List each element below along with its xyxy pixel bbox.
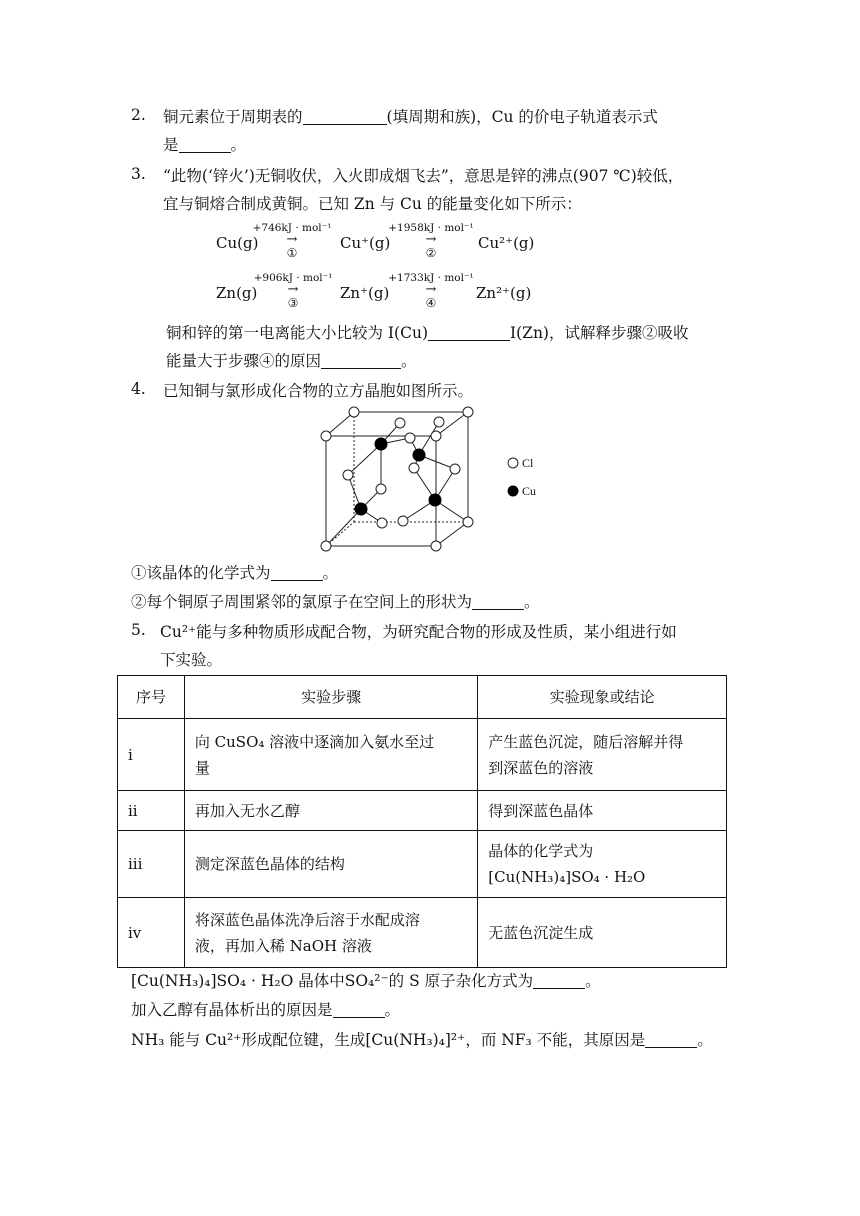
cu-step-1	[252, 222, 332, 260]
q3-number: 3.	[131, 165, 146, 183]
crystal-cell-diagram	[315, 402, 485, 554]
cell-line: 晶体的化学式为	[488, 842, 594, 860]
cell-line: 得到深蓝色晶体	[488, 801, 594, 820]
table-cell-step	[184, 898, 477, 968]
q3-blank-reason	[321, 352, 401, 369]
cu-step-label-2: ②	[425, 246, 437, 260]
q3-line1: “此物(‘锌火’)无铜收伏，入火即成烟飞去”，意思是锌的沸点(907 ℃)较低，	[163, 167, 684, 185]
q2-text-c: 是	[163, 136, 179, 154]
q5-blank-hybrid	[533, 972, 585, 989]
q3-blank-compare	[428, 324, 510, 341]
table-cell-idx: ii	[118, 791, 185, 831]
cell-line: 向 CuSO₄ 溶液中逐滴加入氨水至过	[194, 732, 435, 751]
zn-step-4	[387, 272, 475, 310]
q3-ask-line2	[166, 350, 417, 372]
arrow-icon: →	[287, 282, 299, 297]
zn-species-2: Zn²⁺(g)	[476, 284, 532, 302]
q4-number: 4.	[131, 380, 146, 398]
cell-line: 将深蓝色晶体洗净后溶于水配成溶	[194, 910, 420, 929]
q3-period: 。	[401, 352, 417, 370]
cu-energy-1: +746kJ · mol⁻¹	[252, 222, 332, 234]
q5-period: 。	[697, 1031, 713, 1049]
q4-blank-shape	[472, 593, 524, 610]
table-cell-result	[478, 898, 727, 968]
cell-line: 无蓝色沉淀生成	[488, 923, 594, 942]
zn-energy-1: +906kJ · mol⁻¹	[253, 272, 333, 284]
cu-species-2: Cu²⁺(g)	[478, 234, 535, 252]
q5-line1: Cu²⁺能与多种物质形成配合物，为研究配合物的形成及性质，某小组进行如	[160, 623, 677, 641]
cell-line: 再加入无水乙醇	[194, 801, 300, 820]
cu-energy-2: +1958kJ · mol⁻¹	[388, 222, 474, 234]
q3-ask-text-a: 铜和锌的第一电离能大小比较为 I(Cu)	[166, 324, 428, 342]
legend-cu-label: Cu	[522, 484, 537, 498]
table-row	[118, 791, 727, 831]
table-cell-idx: i	[118, 719, 185, 791]
legend-cl	[507, 456, 533, 471]
cell-line: 测定深蓝色晶体的结构	[194, 855, 345, 873]
table-header: 实验步骤	[184, 676, 477, 719]
table-cell-idx: iv	[118, 898, 185, 968]
cell-line: [Cu(NH₃)₄]SO₄ · H₂O	[488, 868, 646, 886]
cu-step-label-1: ①	[286, 246, 298, 260]
zn-step-3	[253, 272, 333, 310]
q2-number: 2.	[131, 106, 146, 124]
q5-after1	[131, 970, 601, 992]
q5-blank-nf3	[645, 1031, 697, 1048]
cu-step-2	[387, 222, 475, 260]
q3-ask-line1	[166, 322, 688, 344]
cell-line: 量	[194, 758, 210, 777]
arrow-icon: →	[286, 232, 298, 247]
zn-species-1: Zn⁺(g)	[340, 284, 390, 302]
cell-line: 到深蓝色的溶液	[488, 758, 594, 777]
cu-species-1: Cu⁺(g)	[340, 234, 391, 252]
cell-line: 产生蓝色沉淀，随后溶解并得	[488, 732, 684, 751]
q4-sub2-text: ②每个铜原子周围紧邻的氯原子在空间上的形状为	[131, 593, 473, 611]
zn-step-label-4: ④	[425, 296, 437, 310]
q3-line2: 宜与铜熔合制成黄铜。已知 Zn 与 Cu 的能量变化如下所示：	[163, 195, 582, 213]
table-row	[118, 719, 727, 791]
q3-ask-text-b: I(Zn)，试解释步骤②吸收	[510, 324, 689, 342]
table-cell-result	[478, 719, 727, 791]
q2-text-a: 铜元素位于周期表的	[163, 108, 303, 126]
filled-circle-icon	[507, 485, 519, 497]
q4-sub1-text: ①该晶体的化学式为	[131, 564, 271, 582]
q2-line1	[163, 106, 658, 128]
zn-energy-2: +1733kJ · mol⁻¹	[388, 272, 474, 284]
cu-species-0: Cu(g)	[216, 234, 259, 252]
q5-after2	[131, 999, 400, 1021]
q5-line2: 下实验。	[160, 651, 223, 669]
table-cell-step	[184, 791, 477, 831]
q3-ask-text-c: 能量大于步骤④的原因	[166, 352, 322, 370]
q2-blank-period-group	[303, 108, 387, 125]
table-cell-idx: iii	[118, 831, 185, 898]
table-row	[118, 898, 727, 968]
q5-after3-text: NH₃ 能与 Cu²⁺形成配位键，生成[Cu(NH₃)₄]²⁺，而 NF₃ 不能，其原因是	[131, 1031, 646, 1049]
table-cell-result	[478, 791, 727, 831]
experiment-table	[117, 675, 727, 968]
q2-blank-orbital	[179, 136, 231, 153]
cell-line: 液，再加入稀 NaOH 溶液	[194, 936, 372, 955]
table-cell-step	[184, 831, 477, 898]
legend-cu	[507, 484, 536, 499]
q5-period: 。	[585, 972, 601, 990]
q4-line1: 已知铜与氯形成化合物的立方晶胞如图所示。	[163, 382, 474, 400]
zn-species-0: Zn(g)	[216, 284, 258, 302]
q4-period: 。	[524, 593, 540, 611]
q4-sub1	[131, 562, 338, 584]
arrow-icon: →	[425, 282, 437, 297]
q2-period: 。	[230, 136, 247, 154]
table-header-row	[118, 676, 727, 719]
table-row	[118, 831, 727, 898]
zn-step-label-3: ③	[287, 296, 299, 310]
q2-text-b: (填周期和族)，Cu 的价电子轨道表示式	[386, 108, 658, 126]
q5-number: 5.	[131, 621, 146, 639]
q5-after3	[131, 1029, 713, 1051]
arrow-icon: →	[425, 232, 437, 247]
q5-after2-text: 加入乙醇有晶体析出的原因是	[131, 1001, 333, 1019]
q5-period: 。	[384, 1001, 401, 1019]
q2-line2	[163, 134, 246, 156]
q4-blank-formula	[271, 564, 323, 581]
q4-sub2	[131, 591, 540, 613]
table-cell-result	[478, 831, 727, 898]
legend-cl-label: Cl	[522, 456, 534, 470]
table-header: 实验现象或结论	[478, 676, 727, 719]
table-cell-step	[184, 719, 477, 791]
q4-period: 。	[322, 564, 339, 582]
q5-after1-text: [Cu(NH₃)₄]SO₄ · H₂O 晶体中SO₄²⁻的 S 原子杂化方式为	[131, 972, 534, 990]
open-circle-icon	[507, 457, 519, 469]
table-header: 序号	[118, 676, 185, 719]
q5-blank-ethanol	[333, 1001, 385, 1018]
